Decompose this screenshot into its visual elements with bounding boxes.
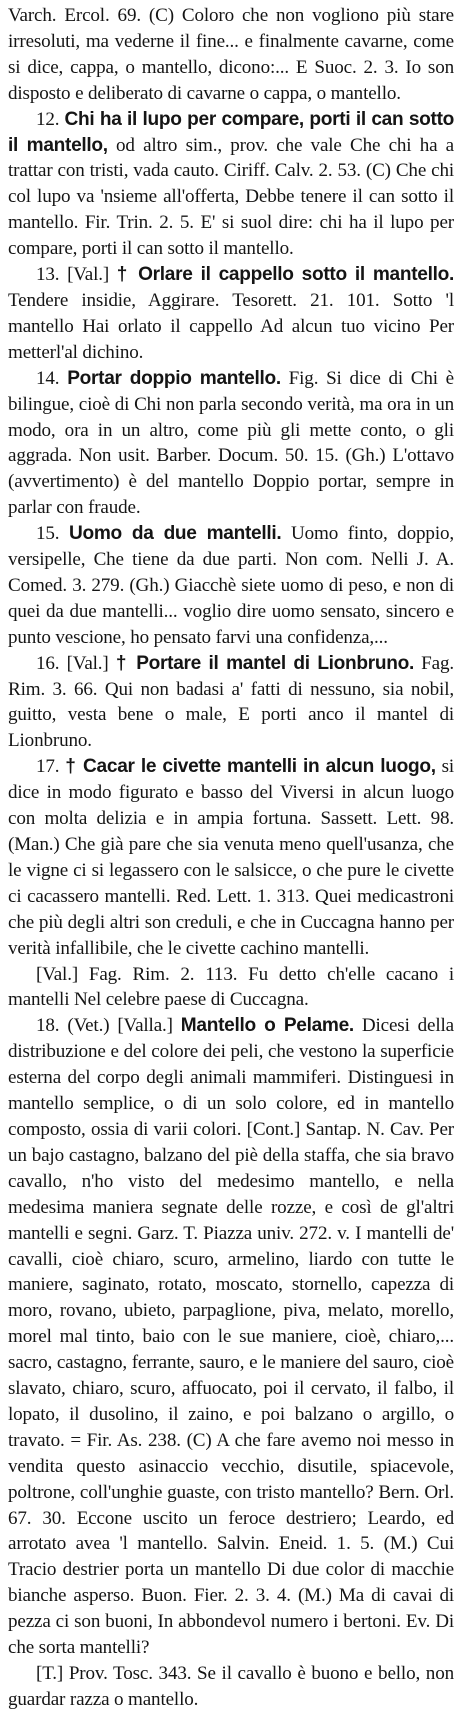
entry-text: Varch. Ercol. 69. (C) Coloro che non vogliono più stare irresoluti, ma vederne il fine... e finalmente cavarne, come si dice, cappa, o mantello, dicono:... E Suoc. 2. 3. Io son disposto e deliberato di cavarne o cappa, o mantello. <box>8 5 454 104</box>
entry-number: 12. <box>36 108 60 130</box>
entry-16 <box>8 651 454 755</box>
entry-headword: Chi ha il lupo per compare, porti il can sotto il mantello, <box>8 108 454 156</box>
entry-continuation <box>8 3 454 107</box>
entry-tag: [Val.] <box>67 264 110 286</box>
entry-body: [T.] Prov. Tosc. 343. Se il cavallo è buono e bello, non guardar razza o mantello. <box>8 1663 454 1710</box>
entry-18-sub <box>8 1661 454 1713</box>
entry-tag: (Vet.) [Valla.] <box>67 1015 173 1037</box>
entry-12 <box>8 107 454 262</box>
entry-number: 18. <box>36 1015 60 1037</box>
entry-body: Uomo finto, doppio, versipelle, Che tiene da due parti. Non com. Nelli J. A. Comed. 3. 279. (Gh.) Giacchè siete uomo di peso, e non di quei da due mantelli... voglio dire uomo sensato, sincero e punto vescione, ho pensato farvi una confidenza,... <box>8 523 454 648</box>
entry-17 <box>8 754 454 961</box>
entry-15 <box>8 521 454 651</box>
entry-tag: [Val.] <box>66 652 109 674</box>
entry-13 <box>8 262 454 366</box>
entry-headword: † Orlare il cappello sotto il mantello. <box>116 264 454 286</box>
entry-headword: Mantello o Pelame. <box>180 1015 354 1037</box>
entry-number: 16. <box>36 652 60 674</box>
entry-headword: Portar doppio mantello. <box>67 367 281 389</box>
entry-body: Fag. Rim. 3. 66. Qui non badasi a' fatti di nessuno, sia nobil, guitto, vesta bene o male, E porti anco il mantel di Lionbruno. <box>8 652 454 752</box>
entry-body: si dice in modo figurato e basso del Viversi in alcun luogo con molta delizia e in ampia fortuna. Sassett. Lett. 98. (Man.) Che già pare che sia venuta meno quell'usanza, che le vigne ci si legassero con le salsicce, o che pure le civette ci cacassero mantelli. Red. Lett. 1. 313. Quei medicastroni che più degli altri son creduli, e che in Cuccagna hanno per verità infallibile, che le civette cachino mantelli. <box>8 756 455 959</box>
entry-18 <box>8 1013 454 1661</box>
entry-number: 13. <box>36 264 60 286</box>
entry-headword: † Cacar le civette mantelli in alcun luogo, <box>65 756 436 778</box>
entry-number: 15. <box>36 523 60 545</box>
entry-14 <box>8 366 454 521</box>
entry-body: Tendere insidie, Aggirare. Tesorett. 21. 101. Sotto 'l mantello Hai orlato il cappello Ad alcun tuo vicino Per metterl'al dichino. <box>8 289 454 363</box>
entry-body: Fig. Si dice di Chi è bilingue, cioè di Chi non parla secondo verità, ma ora in un modo, ora in un altro, come più gli mette conto, o gli aggrada. Non usit. Barber. Docum. 50. 15. (Gh.) L'ottavo (avvertimento) è del mantello Doppio portar, sempre in parlar con fraude. <box>8 367 455 519</box>
entry-17-sub <box>8 962 454 1014</box>
entry-body: od altro sim., prov. che vale Che chi ha a trattar con tristi, vada cauto. Ciriff. Calv. 2. 53. (C) Che chi col lupo va 'nsieme all'offerta, Debbe tenere il can sotto il mantello. Fir. Trin. 2. 5. E' si suol dire: chi ha il lupo per compare, porti il can sotto il mantello. <box>8 134 454 260</box>
entry-body: Dicesi della distribuzione e del colore dei peli, che vestono la superficie esterna del corpo degli animali mammiferi. Distinguesi in mantello semplice, o di un solo colore, ed in mantello composto, ossia di varii colori. [Cont.] Santap. N. Cav. Per un bajo castagno, balzano del piè della staffa, che sia bravo cavallo, n'ho visto del medesimo mantello, e nella medesima maniera segnate delle rozze, e così de gl'altri mantelli e segni. Garz. T. Piazza univ. 272. v. I mantelli de' cavalli, cioè chiaro, scuro, armelino, liardo con tutte le maniere, saginato, rotato, moscato, stornello, capezza di moro, rovano, ubieto, parpaglione, piva, melato, morello, morel mal tinto, baio con le sue maniere, cioè, chiaro,... sacro, castagno, ferrante, sauro, e le maniere del sauro, cioè slavato, chiaro, scuro, affuocato, poi il cervato, il falbo, il lopato, il dusolino, il zaino, e poi balzano o argillo, o travato. = Fir. As. 238. (C) A che fare avemo noi messo in vendita questo asinaccio vecchio, disutile, spiacevole, poltrone, coll'unghie guaste, con tristo mantello? Bern. Orl. 67. 30. Eccone uscito un feroce destriero; Leardo, ed arrotato avea 'l mantello. Salvin. Eneid. 1. 5. (M.) Cui Tracio destrier porta un mantello Di due color di macchie bianche asperso. Buon. Fier. 2. 3. 4. (M.) Ma di cavai di pezza ci son buoni, In abbondevol numero i bertoni. Ev. Di che sorta mantelli? <box>8 1015 455 1659</box>
entry-number: 14. <box>36 367 60 389</box>
entry-body: [Val.] Fag. Rim. 2. 113. Fu detto ch'elle cacano i mantelli Nel celebre paese di Cuccagna. <box>8 963 454 1011</box>
entry-headword: Uomo da due mantelli. <box>69 523 282 545</box>
entry-headword: † Portare il mantel di Lionbruno. <box>115 652 414 674</box>
entry-number: 17. <box>36 756 60 778</box>
